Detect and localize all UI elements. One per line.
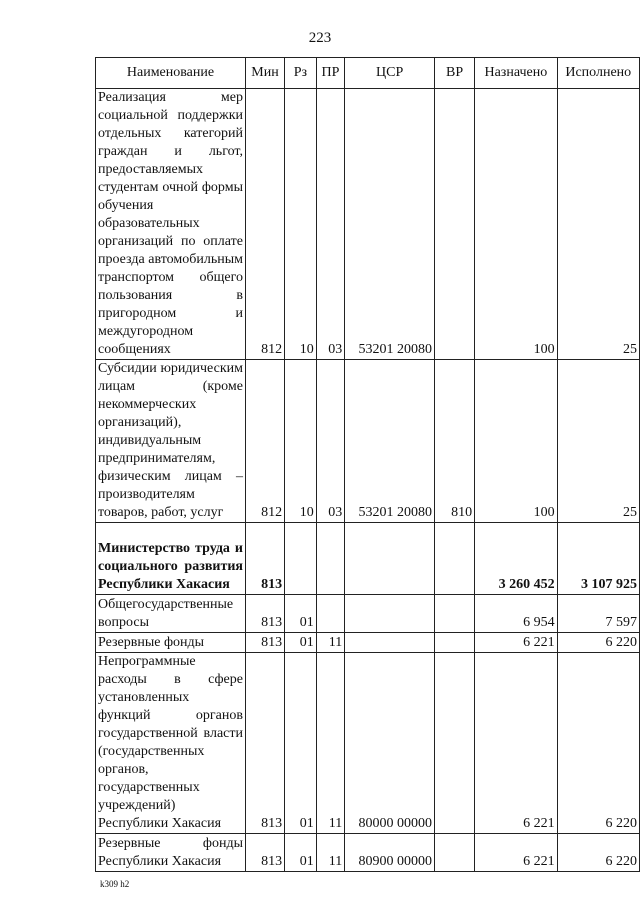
row-executed: 7 597	[557, 595, 639, 633]
table-row	[96, 834, 640, 872]
row-min: 813	[245, 633, 284, 653]
row-rz: 01	[285, 595, 317, 633]
row-assigned: 100	[475, 360, 557, 523]
header-name: Наименование	[96, 58, 246, 89]
row-pr: 03	[316, 360, 345, 523]
row-min: 813	[245, 653, 284, 834]
table-row	[96, 595, 640, 633]
row-pr	[316, 595, 345, 633]
row-assigned: 6 221	[475, 633, 557, 653]
header-min: Мин	[245, 58, 284, 89]
header-vr: ВР	[435, 58, 475, 89]
row-executed: 6 220	[557, 653, 639, 834]
table-row	[96, 653, 640, 834]
row-vr	[435, 653, 475, 834]
row-rz: 01	[285, 633, 317, 653]
row-executed: 3 107 925	[557, 523, 639, 595]
row-name: Общегосударственные вопросы	[96, 595, 246, 633]
table-row	[96, 360, 640, 523]
header-rz: Рз	[285, 58, 317, 89]
row-executed: 25	[557, 360, 639, 523]
row-vr	[435, 834, 475, 872]
row-vr: 810	[435, 360, 475, 523]
row-executed: 6 220	[557, 834, 639, 872]
row-min: 813	[245, 834, 284, 872]
row-csr	[345, 595, 435, 633]
row-min: 813	[245, 523, 284, 595]
row-vr	[435, 523, 475, 595]
row-executed: 25	[557, 89, 639, 360]
row-pr: 11	[316, 834, 345, 872]
row-min: 812	[245, 360, 284, 523]
row-name: Министерство труда и социального развития Республики Хакасия	[96, 523, 246, 595]
row-pr	[316, 523, 345, 595]
row-min: 813	[245, 595, 284, 633]
table-row	[96, 633, 640, 653]
row-csr: 80900 00000	[345, 834, 435, 872]
row-name: Реализация мер социальной поддержки отдельных категорий граждан и льгот, предоставляемых студентам очной формы обучения образовательных организаций по оплате проезда автомобильным транспортом общего пользования в пригородном и междугородном сообщениях	[96, 89, 246, 360]
header-assigned: Назначено	[475, 58, 557, 89]
page-number: 223	[308, 30, 332, 46]
row-csr: 80000 00000	[345, 653, 435, 834]
row-csr	[345, 523, 435, 595]
row-executed: 6 220	[557, 633, 639, 653]
budget-table	[95, 57, 640, 872]
row-csr: 53201 20080	[345, 89, 435, 360]
row-csr	[345, 633, 435, 653]
row-assigned: 3 260 452	[475, 523, 557, 595]
row-rz: 10	[285, 89, 317, 360]
header-pr: ПР	[316, 58, 345, 89]
row-vr	[435, 633, 475, 653]
row-assigned: 6 221	[475, 834, 557, 872]
row-assigned: 100	[475, 89, 557, 360]
row-pr: 03	[316, 89, 345, 360]
row-vr	[435, 89, 475, 360]
row-name: Непрограммные расходы в сфере установленных функций органов государственной власти (государственных органов, государственных учреждений) Республики Хакасия	[96, 653, 246, 834]
row-assigned: 6 954	[475, 595, 557, 633]
row-rz: 01	[285, 834, 317, 872]
footer-code: k309 h2	[100, 879, 130, 889]
row-name: Резервные фонды	[96, 633, 246, 653]
row-rz	[285, 523, 317, 595]
row-min: 812	[245, 89, 284, 360]
row-name: Резервные фонды Республики Хакасия	[96, 834, 246, 872]
row-rz: 01	[285, 653, 317, 834]
row-name: Субсидии юридическим лицам (кроме некоммерческих организаций), индивидуальным предпринимателям, физическим лицам – производителям товаров, работ, услуг	[96, 360, 246, 523]
row-pr: 11	[316, 653, 345, 834]
row-assigned: 6 221	[475, 653, 557, 834]
header-csr: ЦСР	[345, 58, 435, 89]
row-vr	[435, 595, 475, 633]
row-csr: 53201 20080	[345, 360, 435, 523]
header-executed: Исполнено	[557, 58, 639, 89]
table-row	[96, 89, 640, 360]
row-pr: 11	[316, 633, 345, 653]
table-row	[96, 523, 640, 595]
table-header-row	[96, 58, 640, 89]
row-rz: 10	[285, 360, 317, 523]
